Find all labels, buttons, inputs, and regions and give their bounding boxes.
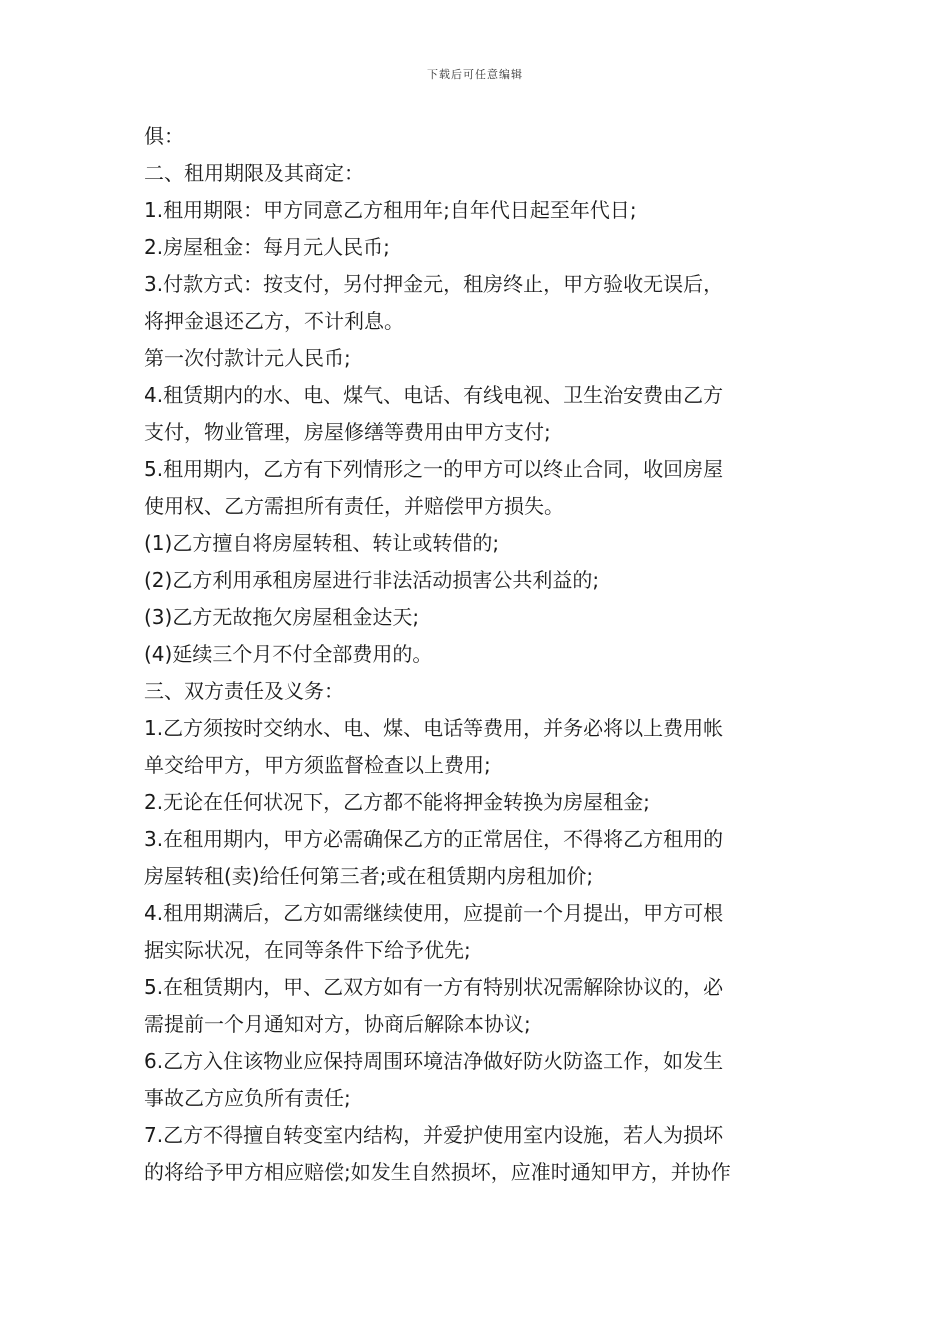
- text-line: 3.在租用期内，甲方必需确保乙方的正常居住，不得将乙方租用的: [144, 827, 724, 851]
- text-line: 单交给甲方，甲方须监督检查以上费用;: [144, 753, 491, 777]
- text-line: 1.乙方须按时交纳水、电、煤、电话等费用，并务必将以上费用帐: [144, 716, 724, 740]
- text-line: 3.付款方式：按支付，另付押金元，租房终止，甲方验收无误后，: [144, 272, 724, 296]
- text-line: (2)乙方利用承租房屋进行非法活动损害公共利益的;: [144, 568, 600, 592]
- text-line: 需提前一个月通知对方，协商后解除本协议;: [144, 1012, 531, 1036]
- text-line: 据实际状况，在同等条件下给予优先;: [144, 938, 471, 962]
- text-line: 6.乙方入住该物业应保持周围环境洁净做好防火防盗工作，如发生: [144, 1049, 724, 1073]
- contract-body: [144, 118, 812, 1191]
- section-heading: 三、双方责任及义务：: [144, 679, 344, 703]
- text-line: (4)延续三个月不付全部费用的。: [144, 642, 433, 666]
- text-line: 4.租赁期内的水、电、煤气、电话、有线电视、卫生治安费由乙方: [144, 383, 724, 407]
- text-line: 房屋转租(卖)给任何第三者;或在租赁期内房租加价;: [144, 864, 594, 888]
- section-heading: 二、租用期限及其商定：: [144, 161, 364, 185]
- text-line: 第一次付款计元人民币;: [144, 346, 351, 370]
- page-header: 下载后可任意编辑: [427, 68, 523, 81]
- text-line: 1.租用期限：甲方同意乙方租用年;自年代日起至年代日;: [144, 198, 637, 222]
- text-line: 事故乙方应负所有责任;: [144, 1086, 351, 1110]
- text-line: 的将给予甲方相应赔偿;如发生自然损坏，应准时通知甲方，并协作: [144, 1160, 731, 1184]
- text-line: 2.无论在任何状况下，乙方都不能将押金转换为房屋租金;: [144, 790, 650, 814]
- text-line: 5.租用期内，乙方有下列情形之一的甲方可以终止合同，收回房屋: [144, 457, 724, 481]
- text-line: 使用权、乙方需担所有责任，并赔偿甲方损失。: [144, 494, 564, 518]
- text-line: 俱：: [144, 124, 184, 148]
- text-line: 5.在租赁期内，甲、乙双方如有一方有特别状况需解除协议的，必: [144, 975, 724, 999]
- text-line: 支付，物业管理，房屋修缮等费用由甲方支付;: [144, 420, 551, 444]
- text-line: (1)乙方擅自将房屋转租、转让或转借的;: [144, 531, 500, 555]
- text-line: 将押金退还乙方，不计利息。: [144, 309, 404, 333]
- text-line: 4.租用期满后，乙方如需继续使用，应提前一个月提出，甲方可根: [144, 901, 724, 925]
- text-line: 2.房屋租金：每月元人民币;: [144, 235, 390, 259]
- text-line: 7.乙方不得擅自转变室内结构，并爱护使用室内设施，若人为损坏: [144, 1123, 724, 1147]
- text-line: (3)乙方无故拖欠房屋租金达天;: [144, 605, 420, 629]
